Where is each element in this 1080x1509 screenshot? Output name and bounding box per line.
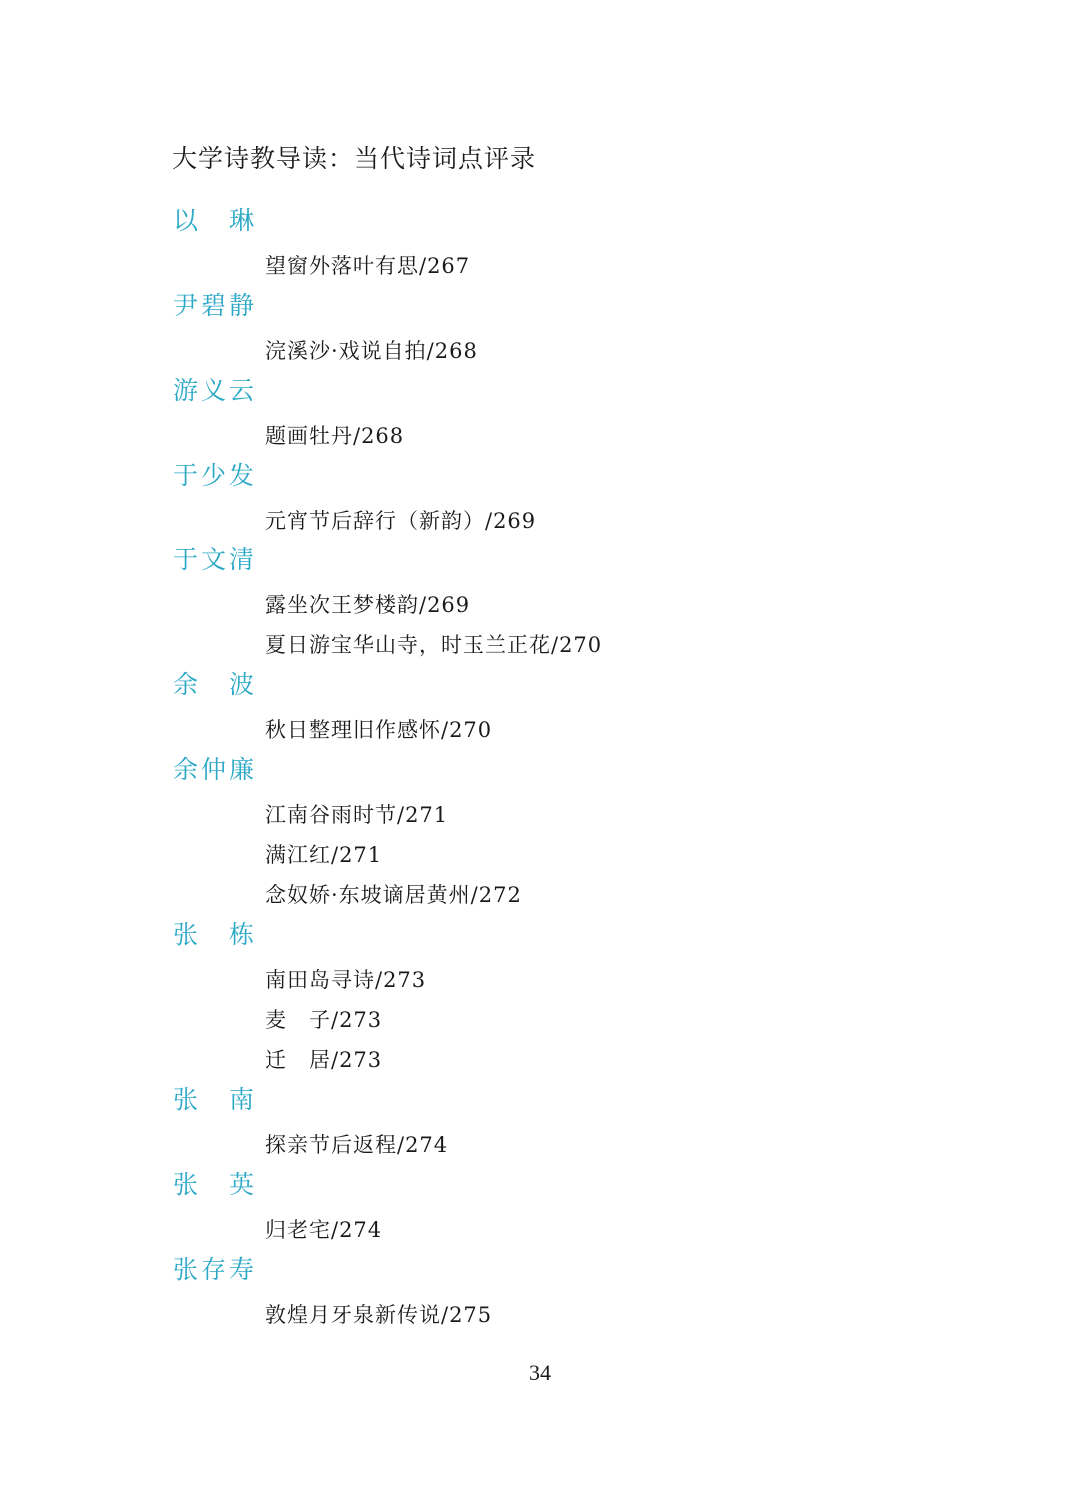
toc-author: 张 栋 <box>173 920 258 949</box>
toc-entry[interactable]: 夏日游宝华山寺，时玉兰正花/270 <box>265 633 603 657</box>
page-number: 34 <box>529 1360 551 1385</box>
toc-author: 张 英 <box>173 1170 258 1199</box>
toc-entry[interactable]: 浣溪沙·戏说自拍/268 <box>265 339 478 363</box>
toc-entry[interactable]: 探亲节后返程/274 <box>265 1133 449 1157</box>
toc-author: 张 南 <box>173 1085 258 1114</box>
toc-entry[interactable]: 敦煌月牙泉新传说/275 <box>265 1303 493 1327</box>
toc-entry[interactable]: 元宵节后辞行（新韵）/269 <box>265 509 537 533</box>
toc-entry[interactable]: 秋日整理旧作感怀/270 <box>265 718 493 742</box>
toc-entry[interactable]: 迁 居/273 <box>265 1048 383 1072</box>
toc-author: 余 波 <box>173 670 258 699</box>
toc-entry[interactable]: 念奴娇·东坡谪居黄州/272 <box>265 883 522 907</box>
toc-entry[interactable]: 归老宅/274 <box>265 1218 383 1242</box>
toc-entry[interactable]: 望窗外落叶有思/267 <box>265 254 471 278</box>
toc-entry[interactable]: 南田岛寻诗/273 <box>265 968 427 992</box>
toc-entry[interactable]: 江南谷雨时节/271 <box>265 803 449 827</box>
toc-author: 余仲廉 <box>173 755 258 784</box>
toc-entry[interactable]: 露坐次王梦楼韵/269 <box>265 593 471 617</box>
toc-entry[interactable]: 满江红/271 <box>265 843 383 867</box>
toc-entry[interactable]: 麦 子/273 <box>265 1008 383 1032</box>
running-header: 大学诗教导读：当代诗词点评录 <box>172 144 537 173</box>
toc-author: 以 琳 <box>173 206 258 235</box>
toc-entry[interactable]: 题画牡丹/268 <box>265 424 405 448</box>
toc-author: 张存寿 <box>173 1255 258 1284</box>
toc-author: 游义云 <box>173 376 258 405</box>
toc-author: 于少发 <box>173 461 258 490</box>
toc-author: 于文清 <box>173 545 258 574</box>
toc-author: 尹碧静 <box>173 291 258 320</box>
